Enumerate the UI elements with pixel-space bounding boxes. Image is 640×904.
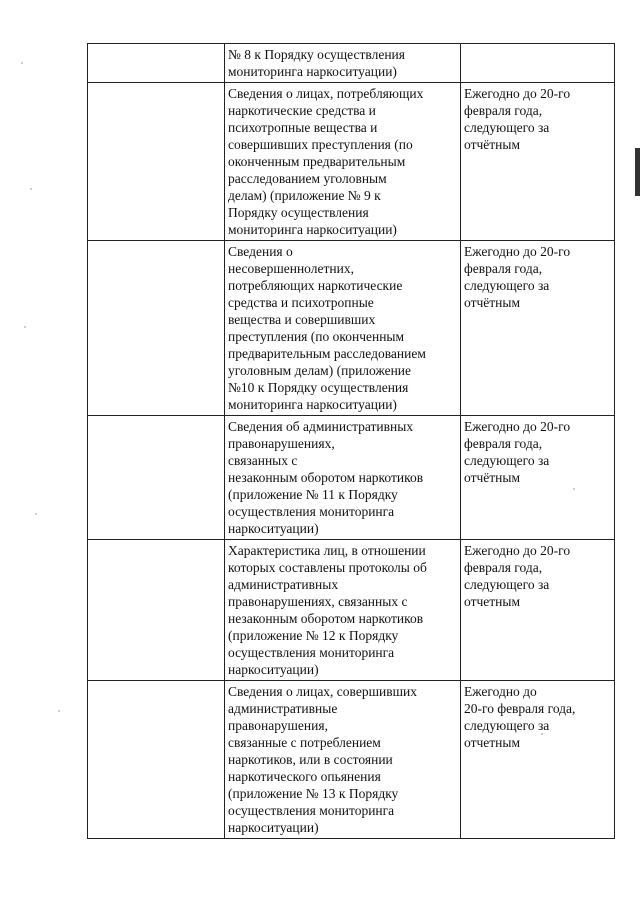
scan-speck xyxy=(35,513,37,515)
table-row xyxy=(88,44,615,83)
report-description-cell: Сведения о лицах, потребляющих наркотические средства и психотропные вещества и совершивших преступления (по оконченным предварительным расследованием уголовным делам) (приложение № 9 к Порядку осуществления мониторинга наркоситуации) xyxy=(225,83,461,241)
scan-speck xyxy=(21,62,23,64)
scan-speck xyxy=(24,326,26,328)
report-description-cell: Сведения об административных правонарушениях, связанных с незаконным оборотом наркотиков (приложение № 11 к Порядку осуществления мониторинга наркоситуации) xyxy=(225,416,461,540)
table-row xyxy=(88,416,615,540)
deadline-cell: Ежегодно до 20-го февраля года, следующего за отчетным xyxy=(461,540,615,681)
scan-speck xyxy=(573,488,575,490)
deadline-cell: Ежегодно до 20-го февраля года, следующего за отчётным xyxy=(461,416,615,540)
scan-speck xyxy=(541,733,543,735)
deadline-cell: Ежегодно до 20-го февраля года, следующего за отчетным xyxy=(461,681,615,839)
report-description-cell: Сведения о несовершеннолетних, потребляющих наркотические средства и психотропные вещества и совершивших преступления (по оконченным предварительным расследованием уголовным делам) (приложение №10 к Порядку осуществления мониторинга наркоситуации) xyxy=(225,241,461,416)
report-description-cell: Характеристика лиц, в отношении которых составлены протоколы об административных правонарушениях, связанных с незаконным оборотом наркотиков (приложение № 12 к Порядку осуществления мониторинга наркоситуации) xyxy=(225,540,461,681)
scan-speck xyxy=(58,710,60,712)
table-row xyxy=(88,681,615,839)
row-blank-cell xyxy=(88,540,225,681)
row-blank-cell xyxy=(88,416,225,540)
scan-speck xyxy=(30,188,32,190)
report-description-cell: № 8 к Порядку осуществления мониторинга наркоситуации) xyxy=(225,44,461,83)
report-description-cell: Сведения о лицах, совершивших административные правонарушения, связанные с потреблением наркотиков, или в состоянии наркотического опьянения (приложение № 13 к Порядку осуществления мониторинга наркоситуации) xyxy=(225,681,461,839)
scan-edge-mark xyxy=(635,148,640,196)
table-row xyxy=(88,241,615,416)
row-blank-cell xyxy=(88,241,225,416)
row-blank-cell xyxy=(88,681,225,839)
row-blank-cell xyxy=(88,44,225,83)
deadline-cell: Ежегодно до 20-го февраля года, следующего за отчётным xyxy=(461,241,615,416)
row-blank-cell xyxy=(88,83,225,241)
table-row xyxy=(88,83,615,241)
deadline-cell: Ежегодно до 20-го февраля года, следующего за отчётным xyxy=(461,83,615,241)
deadline-cell xyxy=(461,44,615,83)
monitoring-reports-table xyxy=(87,43,615,839)
table-row xyxy=(88,540,615,681)
